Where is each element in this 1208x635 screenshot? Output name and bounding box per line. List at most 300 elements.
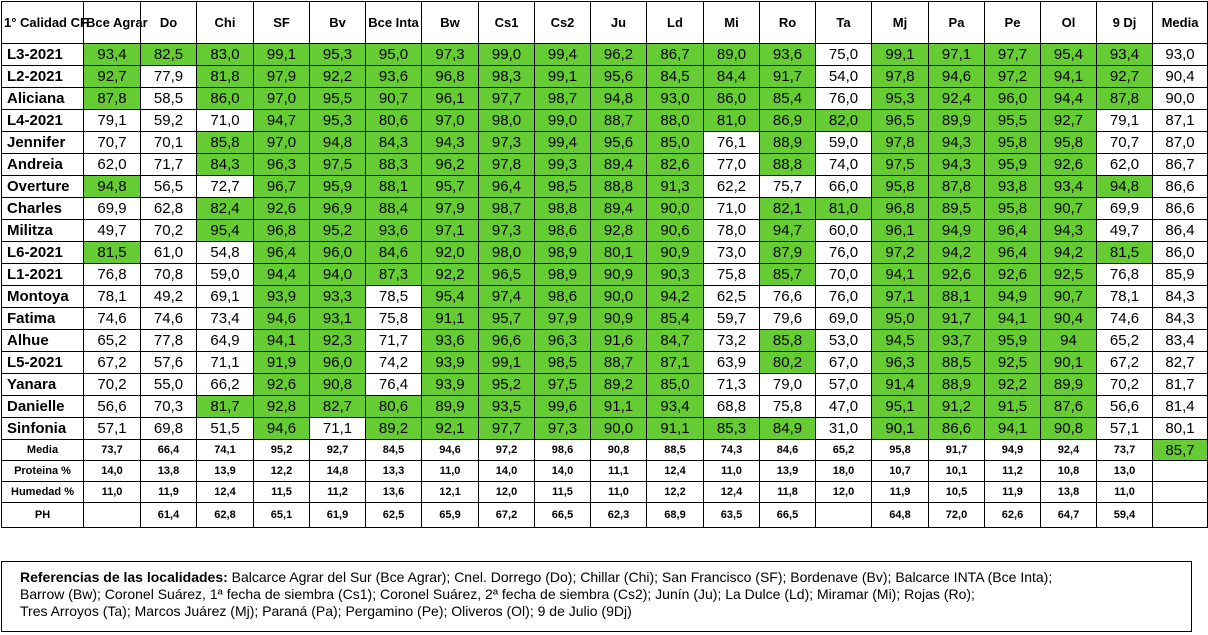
column-header: Bv	[310, 2, 366, 44]
summary-cell: 11,9	[985, 482, 1041, 503]
table-cell: 89,9	[929, 110, 985, 132]
table-cell: 87,1	[1153, 110, 1208, 132]
table-cell: 98,9	[535, 264, 591, 286]
table-cell: 96,9	[310, 198, 366, 220]
column-header: Ld	[647, 2, 704, 44]
table-cell: 76,1	[704, 132, 760, 154]
summary-cell: 14,0	[479, 461, 535, 482]
column-header: Mi	[704, 2, 760, 44]
table-cell: 64,9	[197, 330, 254, 352]
table-cell: 93,9	[422, 374, 479, 396]
summary-cell: 11,5	[535, 482, 591, 503]
table-cell: 90,4	[1153, 66, 1208, 88]
table-cell: 76,8	[1097, 264, 1153, 286]
summary-cell: 12,0	[816, 482, 872, 503]
table-cell: 76,0	[816, 286, 872, 308]
summary-cell: 90,8	[591, 440, 647, 461]
table-row	[2, 88, 1208, 110]
table-cell: 77,0	[704, 154, 760, 176]
summary-cell: 62,8	[197, 503, 254, 528]
summary-cell: 12,2	[647, 482, 704, 503]
summary-cell: 11,2	[310, 482, 366, 503]
table-cell: 73,4	[197, 308, 254, 330]
table-cell: 96,0	[310, 352, 366, 374]
summary-label: Media	[2, 440, 84, 461]
table-cell: 93,0	[1153, 44, 1208, 66]
summary-cell: 10,8	[1041, 461, 1097, 482]
table-cell: 97,1	[872, 286, 929, 308]
table-cell: 97,2	[872, 242, 929, 264]
table-cell: 96,2	[591, 44, 647, 66]
table-cell: 88,9	[760, 132, 816, 154]
column-header: Ju	[591, 2, 647, 44]
summary-cell: 95,2	[254, 440, 310, 461]
table-cell: 97,3	[422, 44, 479, 66]
table-cell: 99,4	[535, 132, 591, 154]
table-cell: 99,4	[535, 44, 591, 66]
table-cell: 49,7	[1097, 220, 1153, 242]
table-cell: 85,4	[647, 308, 704, 330]
table-cell: 94,3	[1041, 220, 1097, 242]
table-cell: 93,9	[254, 286, 310, 308]
table-cell: 95,6	[591, 132, 647, 154]
table-cell: 92,3	[310, 330, 366, 352]
table-cell: 70,7	[1097, 132, 1153, 154]
table-cell: 95,2	[310, 220, 366, 242]
table-cell: 94,7	[760, 220, 816, 242]
summary-cell: 13,8	[1041, 482, 1097, 503]
table-cell: 95,5	[310, 88, 366, 110]
table-cell: 97,8	[872, 132, 929, 154]
table-cell: 90,8	[310, 374, 366, 396]
summary-cell: 13,3	[366, 461, 422, 482]
table-cell: 67,0	[816, 352, 872, 374]
table-cell: 74,6	[84, 308, 141, 330]
table-cell: 54,8	[197, 242, 254, 264]
table-row	[2, 418, 1208, 440]
table-row	[2, 330, 1208, 352]
table-cell: 81,7	[1153, 374, 1208, 396]
summary-cell: 94,9	[985, 440, 1041, 461]
table-cell: 89,5	[929, 198, 985, 220]
table-cell: 63,9	[704, 352, 760, 374]
table-cell: 98,7	[535, 88, 591, 110]
summary-cell: 12,4	[197, 482, 254, 503]
table-cell: 87,1	[647, 352, 704, 374]
table-cell: 96,5	[479, 264, 535, 286]
table-cell: 97,4	[479, 286, 535, 308]
table-cell: 72,7	[197, 176, 254, 198]
table-cell: 49,7	[84, 220, 141, 242]
table-cell: 78,1	[1097, 286, 1153, 308]
table-cell: 81,0	[816, 198, 872, 220]
table-cell: 59,0	[197, 264, 254, 286]
table-cell: 69,9	[84, 198, 141, 220]
table-cell: 95,3	[872, 88, 929, 110]
variety-name: Sinfonia	[2, 418, 84, 440]
table-cell: 89,4	[591, 154, 647, 176]
table-cell: 91,1	[591, 396, 647, 418]
summary-cell: 13,8	[141, 461, 197, 482]
table-cell: 95,4	[422, 286, 479, 308]
table-cell: 82,6	[647, 154, 704, 176]
table-cell: 78,1	[84, 286, 141, 308]
table-cell: 78,0	[704, 220, 760, 242]
table-cell: 75,8	[760, 396, 816, 418]
table-cell: 97,8	[872, 66, 929, 88]
table-cell: 90,0	[647, 198, 704, 220]
table-cell: 90,7	[1041, 286, 1097, 308]
table-cell: 97,0	[254, 132, 310, 154]
table-cell: 90,7	[366, 88, 422, 110]
summary-cell: 61,9	[310, 503, 366, 528]
column-header: Cs1	[479, 2, 535, 44]
table-cell: 99,6	[535, 396, 591, 418]
table-cell: 92,8	[591, 220, 647, 242]
table-cell: 89,4	[591, 198, 647, 220]
table-cell: 96,4	[479, 176, 535, 198]
table-cell: 89,0	[704, 44, 760, 66]
table-cell: 98,5	[535, 352, 591, 374]
table-cell: 95,8	[985, 132, 1041, 154]
table-cell: 97,2	[985, 66, 1041, 88]
table-cell: 92,2	[310, 66, 366, 88]
references-title: Referencias de las localidades:	[20, 569, 228, 585]
references-line: Barrow (Bw); Coronel Suárez, 1ª fecha de siembra (Cs1); Coronel Suárez, 2ª fecha de siembra (Cs2); Junín (Ju); La Dulce (Ld); Miramar (Mi); Rojas (Ro);	[20, 586, 975, 602]
table-cell: 93,1	[310, 308, 366, 330]
table-cell: 94,2	[929, 242, 985, 264]
column-header: Pe	[985, 2, 1041, 44]
table-cell: 94,1	[254, 330, 310, 352]
table-row	[2, 154, 1208, 176]
table-cell: 92,7	[84, 66, 141, 88]
summary-cell: 11,5	[254, 482, 310, 503]
table-cell: 86,6	[1153, 198, 1208, 220]
table-cell: 90,0	[1153, 88, 1208, 110]
table-cell: 71,1	[310, 418, 366, 440]
table-cell: 94,8	[310, 132, 366, 154]
table-row	[2, 242, 1208, 264]
summary-cell: 13,6	[366, 482, 422, 503]
empty-cell	[1153, 461, 1208, 482]
table-row	[2, 264, 1208, 286]
summary-cell: 10,5	[929, 482, 985, 503]
table-cell: 96,5	[872, 110, 929, 132]
summary-cell: 62,6	[985, 503, 1041, 528]
table-cell: 70,2	[84, 374, 141, 396]
table-cell: 84,4	[704, 66, 760, 88]
summary-cell: 66,4	[141, 440, 197, 461]
table-cell: 85,8	[197, 132, 254, 154]
table-cell: 98,9	[535, 242, 591, 264]
table-cell: 94,4	[254, 264, 310, 286]
table-cell: 82,7	[310, 396, 366, 418]
table-cell: 92,6	[1041, 154, 1097, 176]
table-cell: 96,2	[422, 154, 479, 176]
table-cell: 84,3	[1153, 286, 1208, 308]
variety-name: Charles	[2, 198, 84, 220]
summary-cell: 11,0	[84, 482, 141, 503]
table-cell: 99,3	[535, 154, 591, 176]
table-cell: 93,6	[760, 44, 816, 66]
table-cell: 86,6	[1153, 176, 1208, 198]
variety-name: Jennifer	[2, 132, 84, 154]
table-cell: 70,1	[141, 132, 197, 154]
table-cell: 97,9	[254, 66, 310, 88]
summary-row	[2, 503, 1208, 528]
table-cell: 82,0	[816, 110, 872, 132]
table-cell: 99,1	[872, 44, 929, 66]
table-cell: 98,0	[479, 242, 535, 264]
table-cell: 73,0	[704, 242, 760, 264]
table-cell: 90,0	[591, 286, 647, 308]
table-cell: 53,0	[816, 330, 872, 352]
table-row	[2, 220, 1208, 242]
variety-name: Yanara	[2, 374, 84, 396]
summary-row	[2, 440, 1208, 461]
table-cell: 99,0	[535, 110, 591, 132]
table-cell: 84,3	[366, 132, 422, 154]
quality-table-container	[1, 1, 1199, 528]
summary-cell: 73,7	[84, 440, 141, 461]
table-cell: 71,7	[366, 330, 422, 352]
table-cell: 97,9	[422, 198, 479, 220]
table-cell: 83,4	[1153, 330, 1208, 352]
references-note	[1, 561, 1192, 632]
table-cell: 90,0	[591, 418, 647, 440]
summary-cell: 12,2	[254, 461, 310, 482]
table-cell: 91,1	[422, 308, 479, 330]
column-header: Ta	[816, 2, 872, 44]
summary-cell: 73,7	[1097, 440, 1153, 461]
table-cell: 84,3	[197, 154, 254, 176]
table-cell: 97,3	[479, 220, 535, 242]
summary-row	[2, 461, 1208, 482]
table-cell: 70,2	[1097, 374, 1153, 396]
summary-cell: 61,4	[141, 503, 197, 528]
table-cell: 97,7	[479, 418, 535, 440]
table-cell: 91,3	[647, 176, 704, 198]
table-cell: 90,9	[591, 308, 647, 330]
summary-cell: 62,5	[366, 503, 422, 528]
table-row	[2, 286, 1208, 308]
table-cell: 82,4	[197, 198, 254, 220]
table-cell: 93,6	[422, 330, 479, 352]
table-cell: 93,7	[929, 330, 985, 352]
table-cell: 91,7	[929, 308, 985, 330]
table-cell: 56,6	[1097, 396, 1153, 418]
table-cell: 97,8	[479, 154, 535, 176]
summary-cell: 65,2	[816, 440, 872, 461]
table-cell: 90,3	[647, 264, 704, 286]
table-cell: 57,1	[1097, 418, 1153, 440]
table-cell: 93,6	[366, 66, 422, 88]
table-cell: 90,9	[591, 264, 647, 286]
summary-cell: 98,6	[535, 440, 591, 461]
table-cell: 79,6	[760, 308, 816, 330]
variety-name: Andreia	[2, 154, 84, 176]
table-cell: 93,0	[647, 88, 704, 110]
table-cell: 92,8	[254, 396, 310, 418]
summary-cell: 92,7	[310, 440, 366, 461]
summary-cell: 64,8	[872, 503, 929, 528]
table-cell: 71,3	[704, 374, 760, 396]
table-cell: 90,6	[647, 220, 704, 242]
table-cell: 88,7	[591, 352, 647, 374]
table-cell: 93,6	[366, 220, 422, 242]
table-cell: 81,0	[704, 110, 760, 132]
table-cell: 92,6	[929, 264, 985, 286]
table-cell: 97,3	[479, 132, 535, 154]
table-cell: 97,1	[422, 220, 479, 242]
table-cell: 79,0	[760, 374, 816, 396]
table-cell: 92,7	[1097, 66, 1153, 88]
table-cell: 92,0	[422, 242, 479, 264]
table-cell: 95,7	[422, 176, 479, 198]
table-cell: 94,3	[929, 154, 985, 176]
summary-cell: 65,1	[254, 503, 310, 528]
variety-name: L3-2021	[2, 44, 84, 66]
table-cell: 73,2	[704, 330, 760, 352]
table-cell: 84,3	[1153, 308, 1208, 330]
table-row	[2, 352, 1208, 374]
table-cell: 94,8	[591, 88, 647, 110]
table-cell: 75,7	[760, 176, 816, 198]
summary-cell: 11,0	[704, 461, 760, 482]
table-cell: 81,5	[84, 242, 141, 264]
table-cell: 69,1	[197, 286, 254, 308]
summary-label: Humedad %	[2, 482, 84, 503]
table-cell: 88,4	[366, 198, 422, 220]
table-cell: 59,0	[816, 132, 872, 154]
table-cell: 87,6	[1041, 396, 1097, 418]
table-cell: 58,5	[141, 88, 197, 110]
table-cell: 96,0	[310, 242, 366, 264]
table-cell: 92,5	[985, 352, 1041, 374]
table-cell: 86,0	[704, 88, 760, 110]
table-cell: 62,0	[1097, 154, 1153, 176]
table-cell: 93,4	[84, 44, 141, 66]
table-cell: 82,7	[1153, 352, 1208, 374]
table-cell: 93,8	[985, 176, 1041, 198]
table-cell: 92,1	[422, 418, 479, 440]
table-cell: 95,3	[310, 44, 366, 66]
summary-cell: 74,3	[704, 440, 760, 461]
summary-cell: 88,5	[647, 440, 704, 461]
table-cell: 79,1	[1097, 110, 1153, 132]
table-cell: 94,6	[929, 66, 985, 88]
table-cell: 80,2	[760, 352, 816, 374]
table-cell: 92,6	[985, 264, 1041, 286]
summary-cell: 66,5	[535, 503, 591, 528]
table-cell: 57,0	[816, 374, 872, 396]
column-header: SF	[254, 2, 310, 44]
table-cell: 62,8	[141, 198, 197, 220]
table-cell: 85,9	[1153, 264, 1208, 286]
table-cell: 94,8	[84, 176, 141, 198]
table-cell: 85,8	[760, 330, 816, 352]
variety-name: L6-2021	[2, 242, 84, 264]
table-cell: 95,4	[1041, 44, 1097, 66]
table-cell: 97,1	[929, 44, 985, 66]
summary-cell: 11,0	[591, 482, 647, 503]
variety-name: L1-2021	[2, 264, 84, 286]
table-cell: 70,0	[816, 264, 872, 286]
table-cell: 95,7	[479, 308, 535, 330]
table-cell: 74,0	[816, 154, 872, 176]
table-cell: 96,4	[254, 242, 310, 264]
table-cell: 49,2	[141, 286, 197, 308]
table-cell: 94,1	[985, 418, 1041, 440]
summary-cell: 11,1	[591, 461, 647, 482]
summary-cell: 13,0	[1097, 461, 1153, 482]
table-cell: 90,8	[1041, 418, 1097, 440]
table-cell: 81,8	[197, 66, 254, 88]
column-header: Chi	[197, 2, 254, 44]
table-cell: 86,0	[1153, 242, 1208, 264]
table-cell: 96,4	[985, 220, 1041, 242]
table-cell: 87,3	[366, 264, 422, 286]
column-header: 9 Dj	[1097, 2, 1153, 44]
table-cell: 96,0	[985, 88, 1041, 110]
table-row	[2, 110, 1208, 132]
table-cell: 94,1	[872, 264, 929, 286]
table-cell: 54,0	[816, 66, 872, 88]
table-cell: 85,0	[647, 132, 704, 154]
table-cell: 94,1	[985, 308, 1041, 330]
summary-cell: 91,7	[929, 440, 985, 461]
table-cell: 95,2	[479, 374, 535, 396]
table-cell: 65,2	[1097, 330, 1153, 352]
summary-cell: 11,0	[422, 461, 479, 482]
table-cell: 94,5	[872, 330, 929, 352]
table-cell: 67,2	[84, 352, 141, 374]
summary-cell: 13,9	[760, 461, 816, 482]
table-cell: 95,0	[872, 308, 929, 330]
summary-cell: 74,1	[197, 440, 254, 461]
table-cell: 96,1	[422, 88, 479, 110]
variety-name: L5-2021	[2, 352, 84, 374]
table-cell: 98,6	[535, 286, 591, 308]
table-cell: 95,4	[197, 220, 254, 242]
table-cell: 90,9	[647, 242, 704, 264]
table-cell: 84,9	[760, 418, 816, 440]
table-cell: 87,9	[760, 242, 816, 264]
table-cell: 94,9	[985, 286, 1041, 308]
table-cell: 94	[1041, 330, 1097, 352]
table-cell: 81,7	[197, 396, 254, 418]
table-cell: 85,0	[647, 374, 704, 396]
table-cell: 81,5	[1097, 242, 1153, 264]
table-cell: 86,7	[1153, 154, 1208, 176]
table-cell: 92,7	[1041, 110, 1097, 132]
references-line: Tres Arroyos (Ta); Marcos Juárez (Mj); Paraná (Pa); Pergamino (Pe); Oliveros (Ol); 9 de Julio (9Dj)	[20, 603, 632, 619]
column-header: Ro	[760, 2, 816, 44]
table-cell: 79,1	[84, 110, 141, 132]
table-cell: 76,4	[366, 374, 422, 396]
table-cell: 91,7	[760, 66, 816, 88]
summary-cell: 10,1	[929, 461, 985, 482]
summary-cell: 64,7	[1041, 503, 1097, 528]
empty-cell	[1153, 503, 1208, 528]
table-cell: 96,3	[535, 330, 591, 352]
table-cell: 95,9	[985, 330, 1041, 352]
table-cell: 96,8	[254, 220, 310, 242]
table-cell: 94,3	[422, 132, 479, 154]
table-cell: 97,9	[535, 308, 591, 330]
table-cell: 91,2	[929, 396, 985, 418]
table-cell: 76,8	[84, 264, 141, 286]
